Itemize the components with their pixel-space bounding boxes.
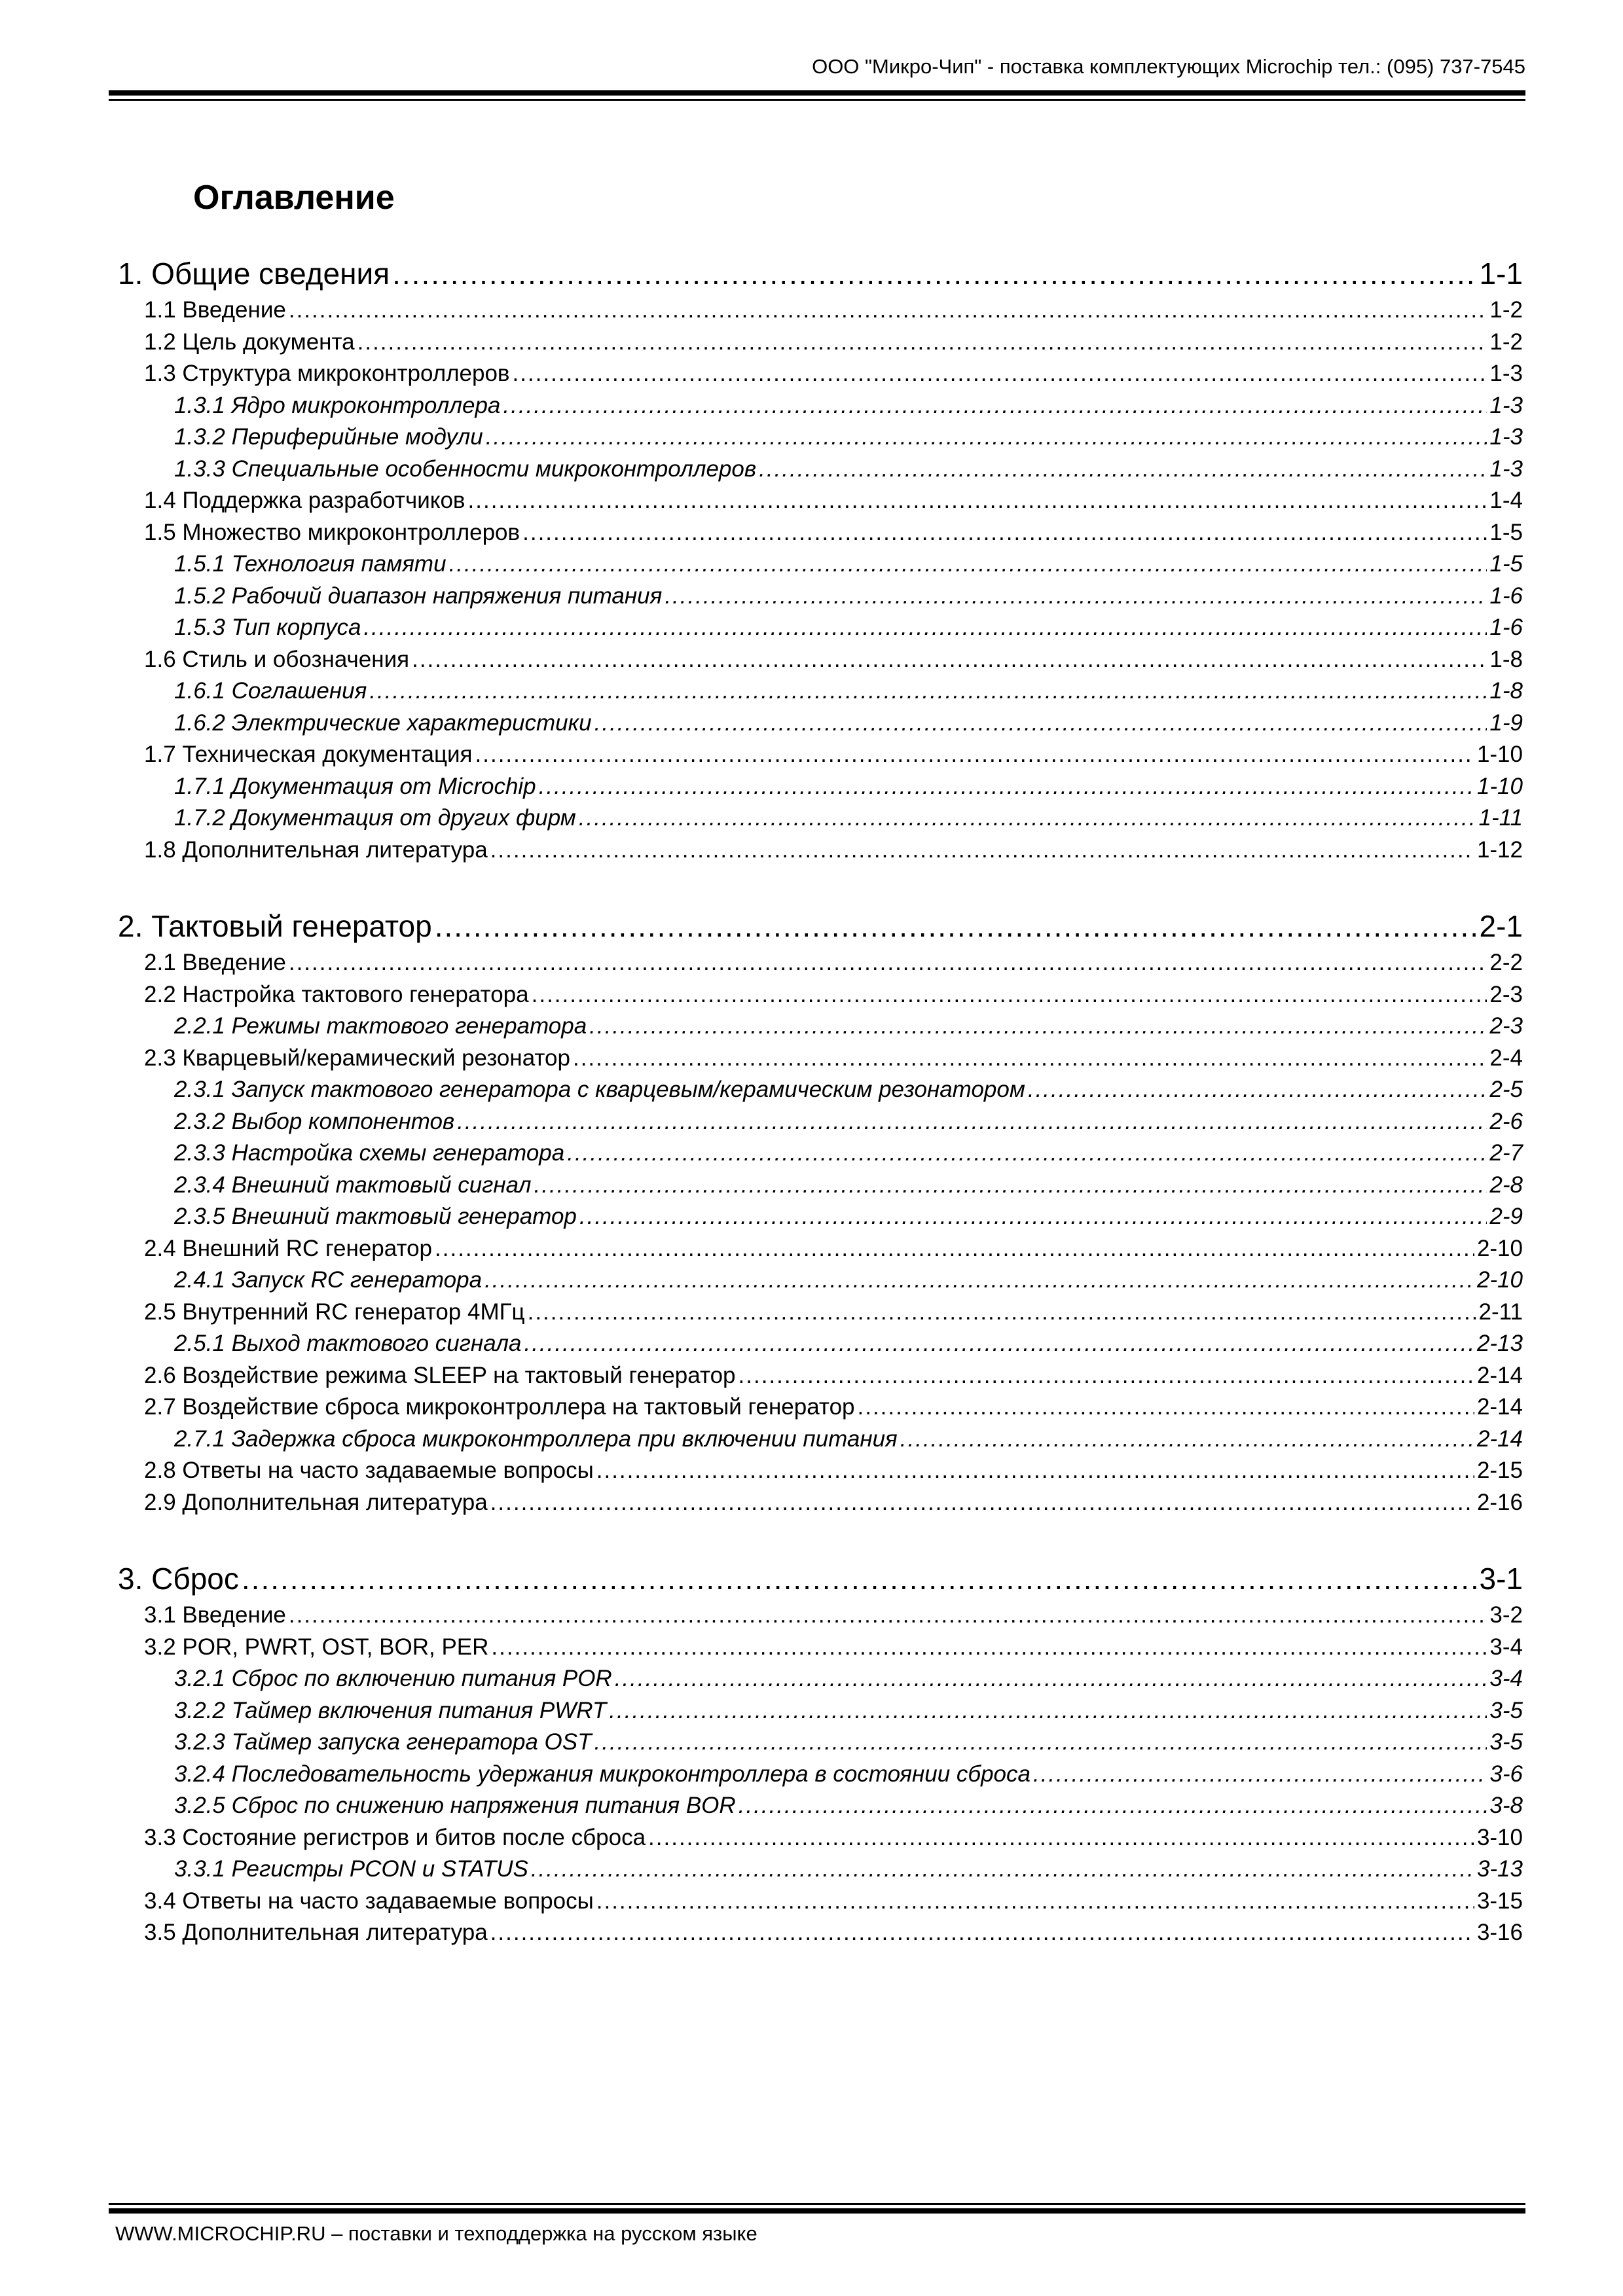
toc-entry-page: 3-1	[1479, 1562, 1523, 1596]
toc-entry-title: 2.8 Ответы на часто задаваемые вопросы	[144, 1458, 594, 1483]
toc-dot-leader	[759, 454, 1487, 486]
toc-dot-leader	[596, 1886, 1474, 1918]
toc-dot-leader	[435, 1233, 1474, 1265]
toc-entry-title: 3.1 Введение	[144, 1602, 286, 1628]
toc-subsection-entry[interactable]	[118, 1011, 1523, 1043]
toc-entry-page: 1-12	[1476, 836, 1523, 863]
toc-entry-title: 1.6 Стиль и обозначения	[144, 646, 410, 672]
toc-dot-leader	[648, 1822, 1474, 1854]
toc-dot-leader	[532, 979, 1487, 1011]
toc-entry-page: 1-2	[1489, 329, 1523, 355]
toc-dot-leader	[858, 1391, 1474, 1424]
toc-entry-page: 3-2	[1489, 1602, 1523, 1628]
toc-section-entry[interactable]	[118, 739, 1523, 771]
toc-section-entry[interactable]	[118, 1822, 1523, 1854]
toc-subsection-entry[interactable]	[118, 1695, 1523, 1727]
toc-subsection-entry[interactable]	[118, 548, 1523, 581]
toc-dot-leader	[900, 1424, 1474, 1456]
toc-section-entry[interactable]	[118, 1043, 1523, 1075]
toc-entry-page: 1-8	[1489, 646, 1523, 672]
toc-section-entry[interactable]	[118, 295, 1523, 327]
toc-entry-title: 2.9 Дополнительная литература	[144, 1489, 488, 1515]
toc-entry-title: 2.5.1 Выход тактового сигнала	[174, 1331, 522, 1356]
toc-dot-leader	[524, 1328, 1474, 1360]
toc-entry-page: 3-6	[1489, 1761, 1523, 1787]
toc-entry-title: 2. Тактовый генератор	[118, 909, 432, 943]
toc-subsection-entry[interactable]	[118, 1201, 1523, 1233]
toc-entry-page: 1-10	[1476, 742, 1523, 767]
toc-subsection-entry[interactable]	[118, 390, 1523, 422]
toc-section-entry[interactable]	[118, 1632, 1523, 1664]
toc-dot-leader	[615, 1663, 1487, 1695]
toc-entry-page: 2-7	[1489, 1140, 1523, 1166]
toc-chapter-entry[interactable]	[118, 1558, 1523, 1600]
toc-subsection-entry[interactable]	[118, 675, 1523, 708]
toc-entry-title: 1.7 Техническая документация	[144, 742, 473, 767]
header-rule-thick	[109, 90, 1525, 96]
toc-entry-page: 2-3	[1489, 1013, 1523, 1039]
toc-dot-leader	[594, 708, 1487, 740]
toc-entry-title: 1.1 Введение	[144, 297, 286, 323]
toc-dot-leader	[484, 1265, 1474, 1297]
toc-entry-title: 2.6 Воздействие режима SLEEP на тактовый генератор	[144, 1362, 736, 1388]
toc-entry-title: 1.3.2 Периферийные модули	[174, 424, 483, 450]
toc-entry-title: 3.2.1 Сброс по включению питания POR	[174, 1666, 612, 1691]
toc-entry-page: 1-10	[1476, 773, 1523, 799]
toc-dot-leader	[1028, 1074, 1487, 1106]
toc-entry-page: 1-8	[1489, 678, 1523, 704]
toc-entry-page: 1-3	[1489, 456, 1523, 482]
toc-dot-leader	[490, 834, 1474, 867]
toc-entry-page: 1-5	[1489, 519, 1523, 545]
toc-dot-leader	[609, 1695, 1487, 1727]
toc-dot-leader	[513, 358, 1487, 390]
toc-entry-title: 1.4 Поддержка разработчиков	[144, 488, 465, 513]
toc-entry-title: 2.2.1 Режимы тактового генератора	[174, 1013, 587, 1039]
toc-subsection-entry[interactable]	[118, 1663, 1523, 1695]
toc-entry-page: 1-9	[1489, 709, 1523, 736]
toc-entry-title: 1.3.1 Ядро микроконтроллера	[174, 392, 501, 418]
toc-dot-leader	[534, 1170, 1487, 1202]
toc-dot-leader	[289, 1600, 1487, 1632]
toc-section-entry[interactable]	[118, 947, 1523, 979]
toc-subsection-entry[interactable]	[118, 1854, 1523, 1886]
toc-entry-page: 2-8	[1489, 1172, 1523, 1198]
toc-entry-page: 2-14	[1476, 1426, 1523, 1452]
toc-subsection-entry[interactable]	[118, 1424, 1523, 1456]
toc-entry-title: 1.8 Дополнительная литература	[144, 836, 488, 863]
toc-dot-leader	[579, 802, 1476, 834]
toc-entry-title: 1.5.3 Тип корпуса	[174, 615, 361, 640]
toc-entry-title: 3. Сброс	[118, 1562, 239, 1596]
toc-entry-page: 2-3	[1489, 981, 1523, 1007]
toc-entry-title: 3.4 Ответы на часто задаваемые вопросы	[144, 1888, 594, 1914]
toc-dot-leader	[449, 548, 1487, 581]
toc-subsection-entry[interactable]	[118, 612, 1523, 644]
toc-entry-title: 3.2.2 Таймер включения питания PWRT	[174, 1697, 607, 1723]
toc-dot-leader	[468, 485, 1487, 517]
toc-dot-leader	[739, 1790, 1487, 1822]
toc-subsection-entry[interactable]	[118, 1759, 1523, 1791]
toc-dot-leader	[289, 295, 1487, 327]
toc-entry-title: 3.2 POR, PWRT, OST, BOR, PER	[144, 1634, 489, 1660]
toc-entry-title: 1.7.2 Документация от других фирм	[174, 805, 576, 831]
toc-entry-page: 2-10	[1476, 1267, 1523, 1293]
toc-section-entry[interactable]	[118, 485, 1523, 517]
toc-dot-leader	[357, 327, 1487, 359]
toc-entry-page: 1-5	[1489, 551, 1523, 577]
toc-entry-page: 1-1	[1479, 257, 1523, 291]
toc-subsection-entry[interactable]	[118, 581, 1523, 613]
toc-entry-title: 1.5 Множество микроконтроллеров	[144, 519, 520, 545]
toc-entry-page: 3-4	[1489, 1634, 1523, 1660]
toc-subsection-entry[interactable]	[118, 1265, 1523, 1297]
toc-subsection-entry[interactable]	[118, 422, 1523, 454]
toc-entry-title: 2.4.1 Запуск RC генератора	[174, 1267, 483, 1293]
toc-entry-title: 3.3.1 Регистры PCON и STATUS	[174, 1856, 528, 1882]
toc-entry-title: 2.2 Настройка тактового генератора	[144, 981, 529, 1007]
toc-entry-title: 2.5 Внутренний RC генератор 4МГц	[144, 1299, 525, 1325]
toc-subsection-entry[interactable]	[118, 1790, 1523, 1822]
toc-entry-title: 1. Общие сведения	[118, 257, 390, 291]
toc-entry-title: 3.2.4 Последовательность удержания микроконтроллера в состоянии сброса	[174, 1761, 1030, 1787]
toc-subsection-entry[interactable]	[118, 1328, 1523, 1360]
toc-section-entry[interactable]	[118, 834, 1523, 867]
toc-subsection-entry[interactable]	[118, 1074, 1523, 1106]
toc-subsection-entry[interactable]	[118, 1170, 1523, 1202]
toc-subsection-entry[interactable]	[118, 1106, 1523, 1138]
toc-entry-title: 2.1 Введение	[144, 950, 286, 975]
toc-dot-leader	[486, 422, 1487, 454]
toc-section-entry[interactable]	[118, 1391, 1523, 1424]
toc-section-entry[interactable]	[118, 1233, 1523, 1265]
toc-dot-leader	[503, 390, 1487, 422]
toc-entry-page: 2-10	[1476, 1235, 1523, 1261]
toc-entry-page: 3-15	[1476, 1888, 1523, 1914]
toc-entry-title: 2.3.5 Внешний тактовый генератор	[174, 1204, 577, 1229]
toc-dot-leader	[1033, 1759, 1487, 1791]
toc-dot-leader	[392, 253, 1476, 295]
toc-subsection-entry[interactable]	[118, 1138, 1523, 1170]
toc-entry-title: 1.5.1 Технология памяти	[174, 551, 447, 577]
toc-entry-title: 2.7.1 Задержка сброса микроконтроллера при включении питания	[174, 1426, 898, 1452]
toc-section-entry[interactable]	[118, 517, 1523, 549]
toc-section-entry[interactable]	[118, 979, 1523, 1011]
toc-entry-page: 2-9	[1489, 1204, 1523, 1229]
toc-dot-leader	[490, 1487, 1474, 1519]
toc-entry-title: 3.3 Состояние регистров и битов после сброса	[144, 1824, 646, 1850]
toc-section-entry[interactable]	[118, 327, 1523, 359]
toc-entry-title: 2.3.3 Настройка схемы генератора	[174, 1140, 565, 1166]
toc-entry-page: 1-4	[1489, 488, 1523, 513]
toc-dot-leader	[739, 1360, 1474, 1392]
toc-section-entry[interactable]	[118, 358, 1523, 390]
toc-section-entry[interactable]	[118, 1917, 1523, 1949]
toc-dot-leader	[522, 517, 1487, 549]
toc-entry-page: 2-13	[1476, 1331, 1523, 1356]
toc-entry-page: 2-2	[1489, 950, 1523, 975]
toc-subsection-entry[interactable]	[118, 454, 1523, 486]
toc-entry-page: 2-15	[1476, 1458, 1523, 1483]
toc-entry-page: 2-5	[1489, 1077, 1523, 1102]
toc-entry-page: 1-6	[1489, 583, 1523, 609]
footer-rule-thick	[109, 2208, 1525, 2214]
header-rule-thin	[109, 99, 1525, 101]
toc-entry-page: 1-3	[1489, 361, 1523, 386]
toc-dot-leader	[435, 905, 1477, 947]
toc-entry-title: 1.5.2 Рабочий диапазон напряжения питания	[174, 583, 663, 609]
toc-entry-page: 2-1	[1479, 909, 1523, 943]
toc-dot-leader	[567, 1138, 1487, 1170]
footer-rule-thin	[109, 2203, 1525, 2205]
toc-dot-leader	[539, 771, 1474, 803]
toc-dot-leader	[363, 612, 1487, 644]
toc-entry-title: 1.7.1 Документация от Microchip	[174, 773, 536, 799]
toc-dot-leader	[573, 1043, 1487, 1075]
toc-entry-page: 3-8	[1489, 1793, 1523, 1818]
toc-entry-title: 2.3.1 Запуск тактового генератора с кварцевым/керамическим резонатором	[174, 1077, 1025, 1102]
toc-section-entry[interactable]	[118, 1600, 1523, 1632]
table-of-contents	[118, 253, 1523, 1949]
toc-entry-title: 1.3.3 Специальные особенности микроконтроллеров	[174, 456, 757, 482]
toc-entry-page: 1-3	[1489, 392, 1523, 418]
toc-section-entry[interactable]	[118, 1455, 1523, 1487]
toc-subsection-entry[interactable]	[118, 771, 1523, 803]
toc-entry-title: 1.3 Структура микроконтроллеров	[144, 361, 510, 386]
toc-chapter-entry[interactable]	[118, 253, 1523, 295]
toc-entry-page: 2-14	[1476, 1362, 1523, 1388]
toc-dot-leader	[242, 1558, 1477, 1600]
toc-section-entry[interactable]	[118, 1886, 1523, 1918]
toc-dot-leader	[289, 947, 1487, 979]
toc-entry-page: 1-2	[1489, 297, 1523, 323]
toc-entry-title: 1.6.2 Электрические характеристики	[174, 709, 592, 736]
toc-entry-page: 2-4	[1489, 1045, 1523, 1071]
toc-title: Оглавление	[193, 179, 395, 217]
page-footer-text: WWW.MICROCHIP.RU – поставки и техподдержка на русском языке	[115, 2222, 757, 2245]
toc-dot-leader	[491, 1632, 1487, 1664]
toc-entry-page: 3-16	[1476, 1920, 1523, 1945]
toc-entry-page: 2-16	[1476, 1489, 1523, 1515]
toc-entry-page: 1-3	[1489, 424, 1523, 450]
toc-dot-leader	[589, 1011, 1487, 1043]
toc-entry-title: 3.2.3 Таймер запуска генератора OST	[174, 1729, 592, 1755]
toc-entry-title: 2.4 Внешний RC генератор	[144, 1235, 433, 1261]
toc-dot-leader	[528, 1297, 1476, 1329]
toc-entry-page: 1-11	[1478, 805, 1523, 831]
toc-entry-page: 3-5	[1489, 1697, 1523, 1723]
toc-dot-leader	[579, 1201, 1487, 1233]
toc-entry-title: 2.3.4 Внешний тактовый сигнал	[174, 1172, 532, 1198]
toc-entry-page: 2-14	[1476, 1394, 1523, 1420]
toc-subsection-entry[interactable]	[118, 802, 1523, 834]
toc-subsection-entry[interactable]	[118, 708, 1523, 740]
toc-entry-page: 3-13	[1476, 1856, 1523, 1882]
toc-section-entry[interactable]	[118, 1487, 1523, 1519]
toc-entry-title: 3.2.5 Сброс по снижению напряжения питания BOR	[174, 1793, 736, 1818]
page-header-text: ООО "Микро-Чип" - поставка комплектующих Microchip тел.: (095) 737-7545	[812, 55, 1525, 78]
toc-entry-title: 1.6.1 Соглашения	[174, 678, 367, 704]
toc-entry-title: 2.7 Воздействие сброса микроконтроллера на тактовый генератор	[144, 1394, 855, 1420]
toc-dot-leader	[596, 1455, 1474, 1487]
toc-dot-leader	[531, 1854, 1474, 1886]
toc-chapter-entry[interactable]	[118, 905, 1523, 947]
toc-dot-leader	[475, 739, 1474, 771]
toc-entry-title: 3.5 Дополнительная литература	[144, 1920, 488, 1945]
toc-section-entry[interactable]	[118, 1297, 1523, 1329]
toc-dot-leader	[412, 644, 1487, 676]
toc-entry-title: 2.3 Кварцевый/керамический резонатор	[144, 1045, 570, 1071]
toc-dot-leader	[665, 581, 1487, 613]
toc-entry-page: 3-10	[1476, 1824, 1523, 1850]
toc-entry-page: 1-6	[1489, 615, 1523, 640]
toc-dot-leader	[594, 1727, 1487, 1759]
toc-entry-page: 3-4	[1489, 1666, 1523, 1691]
toc-dot-leader	[457, 1106, 1487, 1138]
toc-section-entry[interactable]	[118, 644, 1523, 676]
toc-entry-page: 3-5	[1489, 1729, 1523, 1755]
toc-entry-page: 2-6	[1489, 1108, 1523, 1134]
toc-dot-leader	[369, 675, 1487, 708]
toc-entry-page: 2-11	[1478, 1299, 1523, 1325]
toc-entry-title: 1.2 Цель документа	[144, 329, 355, 355]
toc-dot-leader	[490, 1917, 1474, 1949]
toc-subsection-entry[interactable]	[118, 1727, 1523, 1759]
toc-entry-title: 2.3.2 Выбор компонентов	[174, 1108, 455, 1134]
toc-section-entry[interactable]	[118, 1360, 1523, 1392]
